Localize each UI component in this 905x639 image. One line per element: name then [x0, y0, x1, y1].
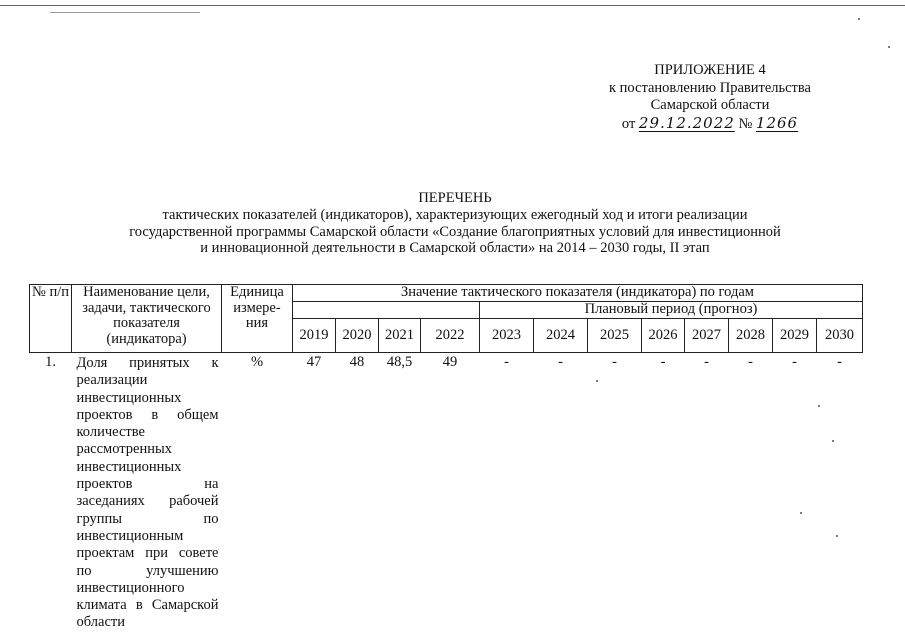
header-period: Плановый период (прогноз) [480, 302, 863, 319]
title-line-3: и инновационной деятельности в Самарской области» на 2014 – 2030 годы, II этап [200, 240, 710, 257]
appendix-decree-line: к постановлению Правительства [609, 79, 811, 96]
row-value: - [504, 354, 509, 370]
row-value: 47 [306, 354, 322, 370]
row-value: - [660, 354, 666, 370]
title-line-1: тактических показателей (индикаторов), характеризующих ежегодный ход и итоги реализации [162, 206, 748, 223]
appendix-title: ПРИЛОЖЕНИЕ 4 [654, 62, 766, 78]
header-actual-blank [293, 302, 480, 319]
number-prefix: № [738, 115, 753, 132]
year-header: 2030 [817, 319, 863, 353]
indicators-table [29, 284, 863, 632]
handwritten-date: 29.12.2022 [638, 113, 735, 132]
year-header: 2027 [685, 319, 729, 353]
row-value: - [792, 354, 797, 370]
date-prefix: от [621, 115, 636, 132]
appendix-date-number [560, 115, 860, 134]
table-row [30, 353, 863, 632]
row-value: - [748, 354, 753, 370]
title-heading: ПЕРЕЧЕНЬ [418, 190, 492, 206]
header-values: Значение тактического показателя (индикатора) по годам [293, 285, 863, 302]
document-title [60, 190, 850, 257]
header-name: Наименование цели, задачи, тактического показателя (индикатора) [72, 285, 222, 353]
row-value: - [612, 354, 617, 370]
scan-speck [800, 512, 802, 514]
year-header: 2022 [421, 319, 480, 353]
scan-top-mark [50, 12, 200, 13]
row-value: 48,5 [386, 354, 413, 370]
scan-top-border [0, 5, 905, 6]
year-header: 2028 [729, 319, 773, 353]
row-value: 48 [349, 354, 365, 370]
header-num: № п/п [30, 285, 72, 353]
year-header: 2019 [293, 319, 336, 353]
row-value: 49 [442, 354, 458, 370]
handwritten-number: 1266 [755, 113, 799, 132]
row-value: - [837, 354, 842, 370]
scan-speck [836, 535, 838, 537]
header-row-1 [30, 285, 863, 302]
appendix-block [560, 62, 860, 133]
row-unit: % [250, 354, 264, 370]
scan-speck [596, 380, 598, 382]
scan-speck [832, 440, 834, 442]
year-header: 2024 [534, 319, 588, 353]
scan-speck [818, 405, 820, 407]
year-header: 2029 [773, 319, 817, 353]
title-line-2: государственной программы Самарской области «Создание благоприятных условий для инвестиционной [129, 223, 781, 240]
scan-speck [888, 46, 890, 48]
header-unit: Единица измере-ния [222, 285, 293, 353]
year-header: 2020 [336, 319, 379, 353]
row-value: - [704, 354, 709, 370]
year-header: 2023 [480, 319, 534, 353]
row-indicator-name: Доля принятых к реализации инвестиционных проектов в общем количестве рассмотренных инвестиционных проектов на заседаниях рабочей группы по инвестиционным проектам при совете по улучшению инвестиционного климата в Самарской области [76, 355, 219, 631]
year-header: 2025 [588, 319, 642, 353]
year-header: 2021 [379, 319, 421, 353]
year-header: 2026 [642, 319, 685, 353]
row-value: - [558, 354, 563, 370]
row-num: 1. [45, 354, 56, 370]
appendix-region-line: Самарской области [650, 97, 770, 113]
scan-speck [858, 18, 860, 20]
